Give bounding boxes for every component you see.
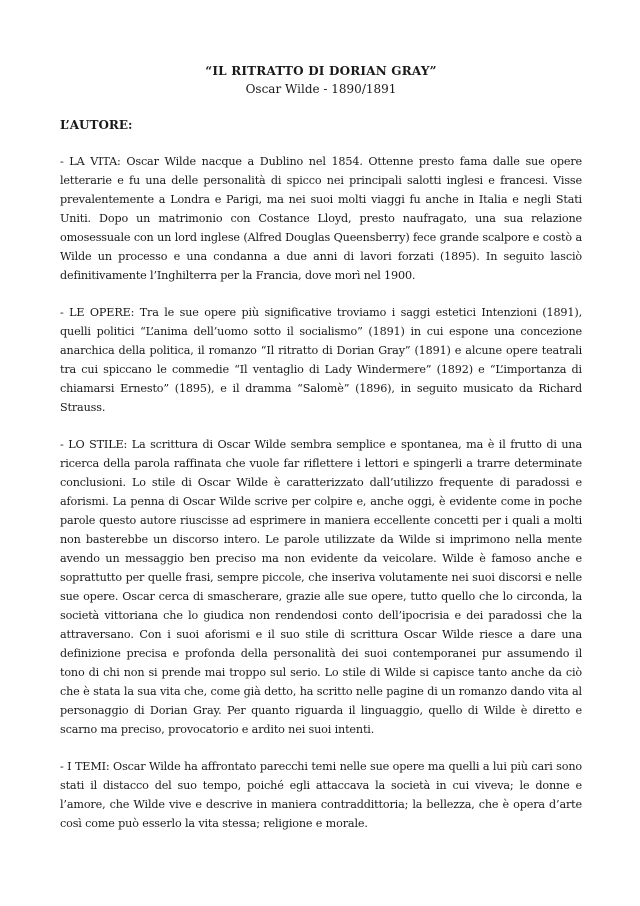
paragraph-opere: - LE OPERE: Tra le sue opere più significative troviamo i saggi estetici Intenzioni (1891), quelli politici “L’anima dell’uomo sotto il socialismo” (1891) in cui espone una concezione anarchica della politica, il romanzo “Il ritratto di Dorian Gray” (1891) e alcune opere teatrali tra cui spiccano le commedie “Il ventaglio di Lady Windermere” (1892) e “L’importanza di chiamarsi Ernesto” (1895), e il dramma “Salomè” (1896), in seguito musicato da Richard Strauss. — [60, 306, 582, 414]
document-page — [60, 62, 582, 851]
section-heading-autore: L’AUTORE: — [60, 118, 133, 132]
paragraph-temi: - I TEMI: Oscar Wilde ha affrontato parecchi temi nelle sue opere ma quelli a lui più cari sono stati il distacco del suo tempo, poiché egli attaccava la società in cui viveva; le donne e l’amore, che Wilde vive e descrive in maniera contraddittoria; la bellezza, che è opera d’arte così come può esserlo la vita stessa; religione e morale. — [60, 760, 582, 830]
document-title: “IL RITRATTO DI DORIAN GRAY” — [205, 64, 437, 78]
paragraph-vita: - LA VITA: Oscar Wilde nacque a Dublino nel 1854. Ottenne presto fama dalle sue opere letterarie e fu una delle personalità di spicco nei principali salotti inglesi e francesi. Visse prevalentemente a Londra e Parigi, ma nei suoi molti viaggi fu anche in Italia e negli Stati Uniti. Dopo un matrimonio con Costance Lloyd, presto naufragato, una sua relazione omosessuale con un lord inglese (Alfred Douglas Queensberry) fece grande scalpore e costò a Wilde un processo e una condanna a due anni di lavori forzati (1895). In seguito lasciò definitivamente l’Inghilterra per la Francia, dove morì nel 1900. — [60, 155, 582, 282]
title-block — [60, 62, 582, 98]
document-subtitle: Oscar Wilde - 1890/1891 — [245, 82, 397, 96]
paragraph-stile: - LO STILE: La scrittura di Oscar Wilde sembra semplice e spontanea, ma è il frutto di una ricerca della parola raffinata che vuole far riflettere i lettori e spingerli a trarre determinate conclusioni. Lo stile di Oscar Wilde è caratterizzato dall’utilizzo frequente di paradossi e aforismi. La penna di Oscar Wilde scrive per colpire e, anche oggi, è evidente come in poche parole questo autore riuscisse ad esprimere in maniera eccellente concetti per i quali a molti non basterebbe un discorso intero. Le parole utilizzate da Wilde si imprimono nella mente avendo un messaggio ben preciso ma non evidente da veicolare. Wilde è famoso anche e soprattutto per quelle frasi, sempre piccole, che inserivа volutamente nei suoi discorsi e nelle sue opere. Oscar cerca di smascherare, grazie alle sue opere, tutto quello che lo circonda, la società vittoriana che lo giudica non rendendosi conto dell’ipocrisia e dei paradossi che la attraversano. Con i suoi aforismi e il suo stile di scrittura Oscar Wilde riesce a dare una definizione precisa e profonda della personalità dei suoi contemporanei pur assumendo il tono di chi non si prende mai troppo sul serio. Lo stile di Wilde si capisce tanto anche da ciò che è stata la sua vita che, come già detto, ha scritto nelle pagine di un romanzo dando vita al personaggio di Dorian Gray. Per quanto riguarda il linguaggio, quello di Wilde è diretto e scarno ma preciso, provocatorio e ardito nei suoi intenti. — [60, 438, 582, 736]
